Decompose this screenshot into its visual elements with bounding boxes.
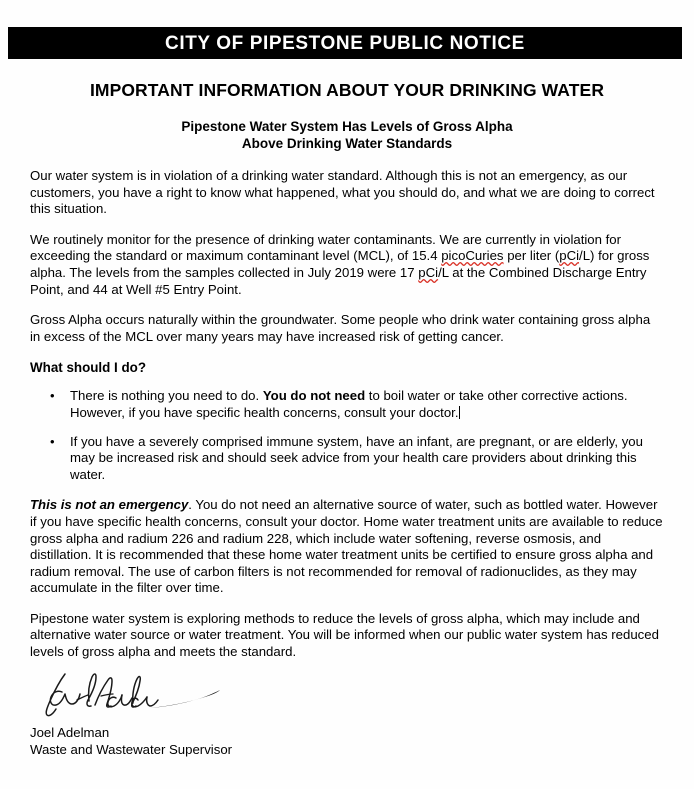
page-subtitle: [0, 118, 694, 152]
bullet-2-text: If you have a severely comprised immune system, have an infant, are pregnant, or are elderly, you may be increased risk and should seek advice from your health care providers about drinking this water.: [70, 433, 643, 482]
paragraph-monitoring-levels: [30, 232, 664, 298]
page-subtitle-line-2: Above Drinking Water Standards: [241, 136, 453, 151]
page-title: IMPORTANT INFORMATION ABOUT YOUR DRINKING WATER: [89, 80, 605, 100]
signature-block: [30, 668, 430, 758]
bullet-marker-icon: •: [50, 388, 55, 404]
paragraph-monitoring-text-c: /L) for gross alpha. The levels from the samples collected in July 2019 were 17: [30, 248, 650, 280]
banner-title: CITY OF PIPESTONE PUBLIC NOTICE: [165, 32, 525, 54]
paragraph-gross-alpha-health: Gross Alpha occurs naturally within the groundwater. Some people who drink water containing gross alpha in excess of the MCL over many years may have increased risk of getting cancer.: [30, 312, 651, 344]
signer-name: Joel Adelman: [30, 725, 110, 740]
signer-role: Waste and Wastewater Supervisor: [30, 742, 233, 757]
text-cursor-caret: [459, 406, 460, 419]
paragraph-monitoring-text-b: per liter (: [503, 248, 560, 264]
advice-bullet-list: [30, 388, 664, 483]
notice-banner: [8, 27, 682, 59]
emphasis-not-an-emergency: This is not an emergency: [30, 497, 189, 513]
bullet-1-text-b: to boil water or take other corrective actions. However, if you have specific health concerns, consult your doctor.: [70, 388, 628, 420]
misspelled-word-pci-1: pCi: [559, 248, 580, 264]
paragraph-not-an-emergency-rest: . You do not need an alternative source of water, such as bottled water. However if you have specific health concerns, consult your doctor. Home water treatment units are available to reduce gross alpha and radium 226 and radium 228, which include water softening, reverse osmosis, and distillation. It is recommended that these home water treatment units be certified to ensure gross alpha and radium removal. The use of carbon filters is not recommended for removal of radionuclides, as they may accumulate in the filter over time.: [30, 497, 663, 596]
paragraph-remediation-plan: Pipestone water system is exploring methods to reduce the levels of gross alpha, which may include and alternative water source or water treatment. You will be informed when our public water system has reduced levels of gross alpha and meets the standard.: [30, 610, 659, 660]
paragraph-violation-intro: Our water system is in violation of a drinking water standard. Although this is not an emergency, as our customers, you have a right to know what happened, what you should do, and what we are doing to correct this situation.: [30, 168, 655, 217]
handwritten-signature-image: [32, 668, 232, 720]
section-heading-what-should-i-do: What should I do?: [30, 360, 147, 376]
misspelled-word-picocuries: picoCuries: [441, 248, 504, 264]
paragraph-monitoring-text-d: /L at the Combined Discharge Entry Point, and 44 at Well #5 Entry Point.: [30, 264, 647, 297]
list-item: [30, 388, 664, 421]
list-item: [30, 434, 664, 484]
misspelled-word-pci-2: pCi: [418, 264, 439, 280]
paragraph-not-an-emergency: [30, 497, 664, 597]
bullet-1-text-a: There is nothing you need to do.: [70, 388, 263, 404]
bullet-1-bold-phrase: You do not need: [262, 388, 366, 404]
notice-body: [30, 168, 664, 675]
page-subtitle-line-1: Pipestone Water System Has Levels of Gross Alpha: [181, 119, 513, 134]
paragraph-monitoring-text-a: We routinely monitor for the presence of drinking water contaminants. We are currently in violation for exceeding the standard or maximum contaminant level (MCL), of 15.4: [30, 231, 622, 264]
bullet-marker-icon: •: [50, 433, 55, 449]
